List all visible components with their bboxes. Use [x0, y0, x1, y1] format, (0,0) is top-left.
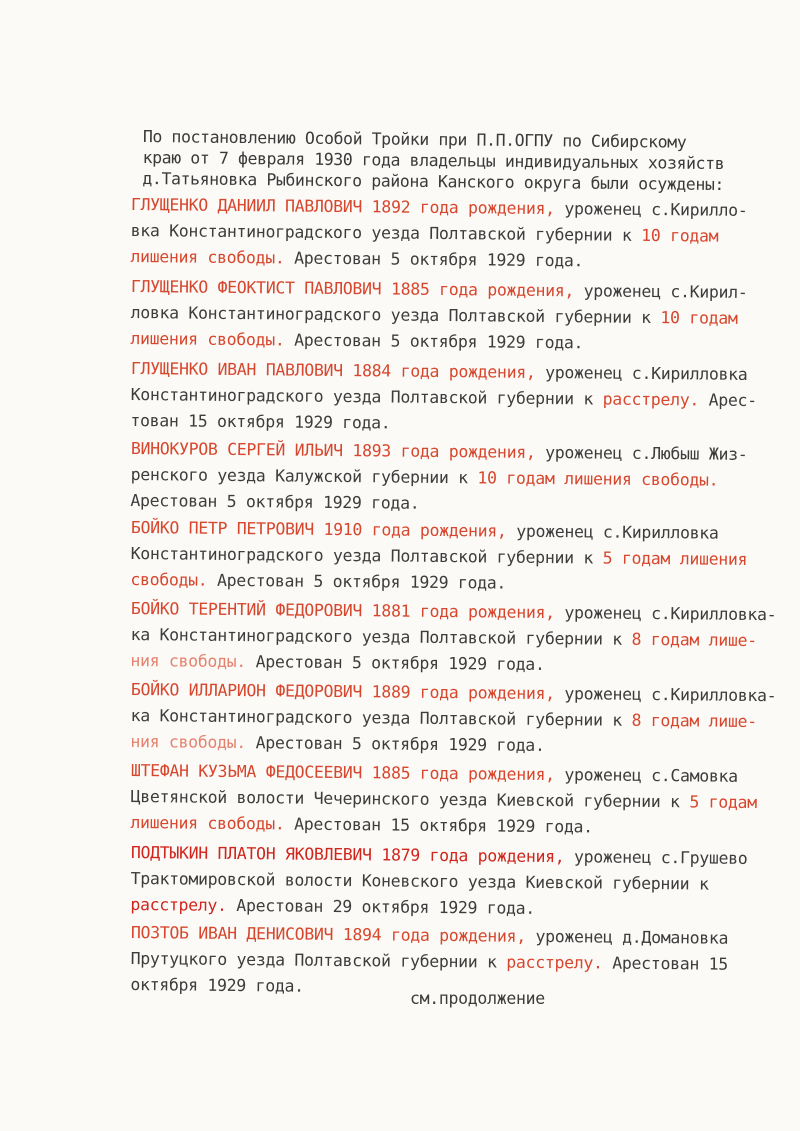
birth-year: 1884	[352, 361, 392, 381]
arrest-text: тован 15 октября 1929 года.	[130, 410, 391, 433]
origin-text: ка Константиноградского уезда Полтавской губернии к	[130, 624, 623, 649]
origin-text: уроженец с.Грушево	[573, 847, 748, 868]
sentence-text: 10 годам	[641, 225, 719, 246]
person-name: ГЛУЩЕНКО ДАНИИЛ ПАВЛОВИЧ	[130, 194, 363, 217]
person-name: ГЛУЩЕНКО ИВАН ПАВЛОВИЧ	[130, 358, 343, 381]
sentence-text: лишения свободы.	[130, 812, 285, 834]
origin-text: вка Константиноградского уезда Полтавской губернии к	[130, 220, 632, 245]
birth-year: 1889	[371, 682, 411, 702]
origin-text: уроженец с.Кирилловка	[516, 521, 719, 543]
origin-text: ловка Константиноградского уезда Полтавской губернии к	[130, 302, 651, 327]
birth-phrase: года рождения,	[419, 197, 555, 219]
verdict-entry	[130, 192, 791, 276]
arrest-text: Арестован 5 октября 1929 года.	[255, 652, 545, 674]
origin-text: ка Константиноградского уезда Полтавской губернии к	[130, 705, 623, 730]
person-name: ПОЗТОБ ИВАН ДЕНИСОВИЧ	[130, 922, 334, 944]
birth-year: 1894	[342, 925, 382, 945]
arrest-text: Арестован 5 октября 1929 года.	[294, 330, 584, 353]
arrest-text: Арес-	[708, 390, 757, 411]
continuation-note: см.продолжение	[410, 989, 545, 1008]
sentence-text: лишения свободы.	[130, 246, 285, 268]
verdict-entry	[130, 758, 791, 842]
birth-year: 1910	[323, 519, 363, 540]
origin-text: ренского уезда Калужской губернии к	[130, 464, 468, 488]
origin-text: уроженец с.Любыш Жиз-	[545, 442, 748, 464]
origin-text: уроженец с.Кирилловка-	[564, 684, 777, 706]
arrest-text: Арестован 5 октября 1929 года.	[255, 733, 545, 755]
sentence-text: 8 годам лише-	[631, 710, 757, 732]
origin-text: Константиноградского уезда Полтавской губернии к	[130, 384, 594, 409]
sentence-text: 10 годам лишения свободы.	[477, 468, 719, 490]
person-name: ГЛУЩЕНКО ФЕОКТИСТ ПАВЛОВИЧ	[130, 276, 382, 299]
birth-phrase: года рождения,	[429, 845, 565, 867]
arrest-text: Арестован 15	[612, 953, 729, 974]
origin-text: Константиноградского уезда Полтавской губернии к	[130, 543, 594, 568]
birth-phrase: года рождения,	[419, 763, 555, 785]
birth-phrase: года рождения,	[390, 925, 526, 946]
person-name: ПОДТЫКИН ПЛАТОН ЯКОВЛЕВИЧ	[130, 842, 372, 865]
verdict-entry	[130, 356, 791, 440]
sentence-text: расстрелу.	[602, 389, 700, 410]
person-name: БОЙКО ПЕТР ПЕТРОВИЧ	[130, 517, 315, 539]
sentence-text: ния свободы.	[130, 650, 247, 672]
birth-phrase: года рождения,	[419, 682, 555, 704]
verdict-entry	[130, 677, 791, 761]
intro-paragraph	[142, 126, 788, 196]
arrest-text: Арестован 15 октября 1929 года.	[294, 814, 593, 837]
intro-line: д.Татьяновка Рыбинского района Канского округа были осуждены:	[142, 168, 725, 195]
origin-text: Прутуцкого уезда Полтавской губернии к	[130, 948, 497, 972]
birth-phrase: года рождения,	[371, 520, 507, 541]
sentence-text: лишения свободы.	[130, 328, 285, 350]
arrest-text: Арестован 5 октября 1929 года.	[294, 248, 584, 271]
birth-year: 1893	[352, 441, 392, 461]
sentence-text: свободы.	[130, 569, 208, 590]
verdict-entry	[130, 840, 791, 924]
birth-year: 1892	[371, 197, 411, 217]
intro-line: По постановлению Особой Тройки при П.П.ОГПУ по Сибирскому	[142, 126, 687, 152]
origin-text: уроженец с.Самовка	[564, 765, 738, 786]
birth-year: 1885	[371, 763, 411, 783]
birth-year: 1879	[381, 845, 421, 865]
sentence-text: ния свободы.	[130, 731, 247, 753]
sentence-text: 5 годам	[689, 792, 757, 813]
sentence-text: расстрелу.	[506, 952, 603, 973]
birth-phrase: года рождения,	[400, 441, 536, 462]
birth-year: 1885	[390, 279, 430, 299]
verdict-entry	[130, 274, 791, 358]
origin-text: уроженец с.Кирилловка	[545, 362, 748, 384]
origin-text: уроженец д.Домановка	[535, 926, 729, 948]
birth-phrase: года рождения,	[439, 279, 575, 301]
birth-phrase: года рождения,	[400, 361, 536, 382]
verdict-entry	[130, 596, 791, 680]
person-name: БОЙКО ТЕРЕНТИЙ ФЕДОРОВИЧ	[130, 598, 363, 621]
arrest-text: Арестован 29 октября 1929 года.	[236, 896, 536, 918]
arrest-text: Арестован 5 октября 1929 года.	[217, 570, 507, 593]
origin-text: Цветянской волости Чечеринского уезда Киевской губернии к	[130, 786, 680, 812]
sentence-text: 5 годам лишения	[602, 548, 748, 569]
person-name: ВИНОКУРОВ СЕРГЕЙ ИЛЬИЧ	[130, 438, 343, 461]
sentence-text: расстрелу.	[130, 894, 227, 915]
verdict-entry	[130, 515, 791, 599]
birth-year: 1881	[371, 601, 411, 621]
sentence-text: 8 годам лише-	[631, 629, 757, 651]
origin-text: уроженец с.Кирилло-	[564, 199, 748, 220]
arrest-text: Арестован 5 октября 1929 года.	[130, 490, 420, 513]
person-name: БОЙКО ИЛЛАРИОН ФЕДОРОВИЧ	[130, 679, 363, 702]
intro-line: краю от 7 февраля 1930 года владельцы индивидуальных хозяйств	[142, 147, 725, 174]
origin-text: уроженец с.Кирил-	[583, 281, 748, 302]
origin-text: Трактомировской волости Коневского уезда Киевской губернии к	[130, 868, 709, 894]
birth-phrase: года рождения,	[419, 601, 555, 623]
verdict-entry	[130, 436, 791, 520]
sentence-text: 10 годам	[660, 308, 738, 328]
arrest-text: октября 1929 года.	[130, 974, 304, 996]
origin-text: уроженец с.Кирилловка-	[564, 603, 777, 625]
person-name: ШТЕФАН КУЗЬМА ФЕДОСЕЕВИЧ	[130, 760, 363, 783]
